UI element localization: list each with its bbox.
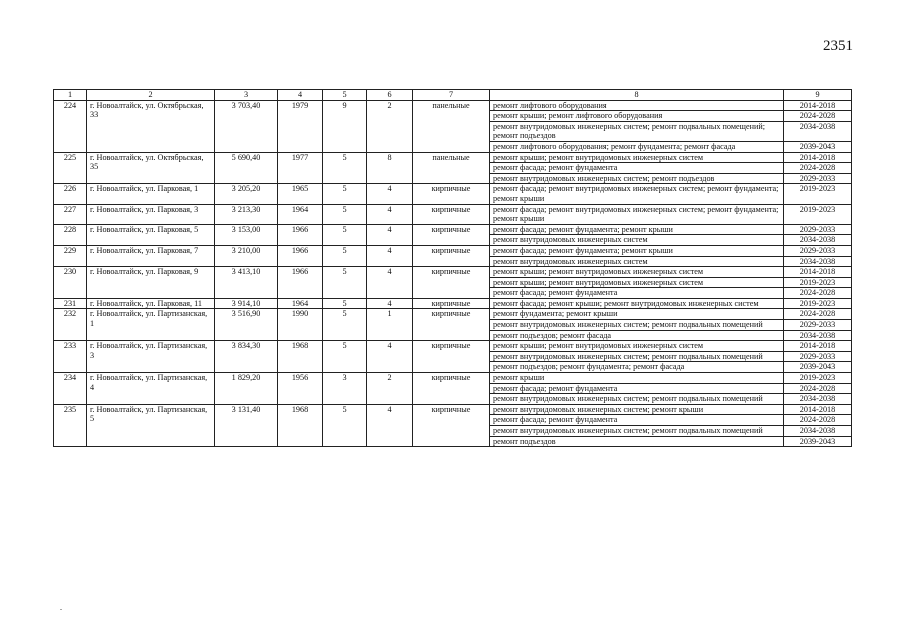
material-cell: кирпичные xyxy=(413,224,490,245)
table-row xyxy=(54,100,852,111)
header-cell: 8 xyxy=(490,90,784,101)
work-cell: ремонт внутридомовых инженерных систем xyxy=(490,256,784,267)
area-cell: 3 205,20 xyxy=(215,184,278,204)
period-cell: 2024-2028 xyxy=(784,163,852,174)
period-cell: 2029-2033 xyxy=(784,320,852,331)
work-cell: ремонт внутридомовых инженерных систем; ремонт подвальных помещений xyxy=(490,320,784,331)
table-row xyxy=(54,373,852,384)
period-cell: 2024-2028 xyxy=(784,288,852,299)
period-cell: 2034-2038 xyxy=(784,235,852,246)
work-cell: ремонт фасада; ремонт фундамента xyxy=(490,415,784,426)
header-cell: 7 xyxy=(413,90,490,101)
period-cell: 2039-2043 xyxy=(784,141,852,152)
material-cell: кирпичные xyxy=(413,204,490,224)
material-cell: кирпичные xyxy=(413,245,490,266)
table-row xyxy=(54,245,852,256)
material-cell: панельные xyxy=(413,100,490,152)
work-cell: ремонт крыши; ремонт лифтового оборудования xyxy=(490,111,784,122)
period-cell: 2034-2038 xyxy=(784,256,852,267)
row-number-cell: 229 xyxy=(54,245,87,266)
period-cell: 2019-2023 xyxy=(784,298,852,309)
year-cell: 1956 xyxy=(278,373,323,405)
work-cell: ремонт крыши; ремонт внутридомовых инженерных систем xyxy=(490,152,784,163)
work-cell: ремонт внутридомовых инженерных систем; ремонт подвальных помещений; ремонт подъездов xyxy=(490,121,784,141)
work-cell: ремонт лифтового оборудования; ремонт фундамента; ремонт фасада xyxy=(490,141,784,152)
table-row xyxy=(54,267,852,278)
work-cell: ремонт крыши; ремонт внутридомовых инженерных систем xyxy=(490,341,784,352)
entrances-cell: 4 xyxy=(367,267,413,299)
table-body xyxy=(54,100,852,447)
material-cell: кирпичные xyxy=(413,267,490,299)
floors-cell: 5 xyxy=(323,204,367,224)
entrances-cell: 4 xyxy=(367,184,413,204)
period-cell: 2039-2043 xyxy=(784,362,852,373)
address-cell: г. Новоалтайск, ул. Партизанская, 5 xyxy=(87,404,215,446)
period-cell: 2029-2033 xyxy=(784,173,852,184)
work-cell: ремонт фасада; ремонт фундамента xyxy=(490,288,784,299)
area-cell: 5 690,40 xyxy=(215,152,278,184)
row-number-cell: 225 xyxy=(54,152,87,184)
period-cell: 2019-2023 xyxy=(784,373,852,384)
year-cell: 1966 xyxy=(278,245,323,266)
period-cell: 2034-2038 xyxy=(784,330,852,341)
row-number-cell: 235 xyxy=(54,404,87,446)
material-cell: кирпичные xyxy=(413,298,490,309)
material-cell: кирпичные xyxy=(413,184,490,204)
period-cell: 2014-2018 xyxy=(784,100,852,111)
work-cell: ремонт внутридомовых инженерных систем; ремонт подъездов xyxy=(490,173,784,184)
area-cell: 3 213,30 xyxy=(215,204,278,224)
address-cell: г. Новоалтайск, ул. Парковая, 11 xyxy=(87,298,215,309)
address-cell: г. Новоалтайск, ул. Парковая, 3 xyxy=(87,204,215,224)
floors-cell: 5 xyxy=(323,152,367,184)
period-cell: 2029-2033 xyxy=(784,245,852,256)
period-cell: 2034-2038 xyxy=(784,394,852,405)
period-cell: 2024-2028 xyxy=(784,111,852,122)
address-cell: г. Новоалтайск, ул. Парковая, 1 xyxy=(87,184,215,204)
address-cell: г. Новоалтайск, ул. Октябрьская, 33 xyxy=(87,100,215,152)
period-cell: 2019-2023 xyxy=(784,184,852,204)
row-number-cell: 233 xyxy=(54,341,87,373)
area-cell: 1 829,20 xyxy=(215,373,278,405)
row-number-cell: 234 xyxy=(54,373,87,405)
work-cell: ремонт подъездов; ремонт фасада xyxy=(490,330,784,341)
work-cell: ремонт внутридомовых инженерных систем; ремонт подвальных помещений xyxy=(490,426,784,437)
year-cell: 1964 xyxy=(278,204,323,224)
material-cell: панельные xyxy=(413,152,490,184)
period-cell: 2034-2038 xyxy=(784,121,852,141)
year-cell: 1966 xyxy=(278,224,323,245)
period-cell: 2019-2023 xyxy=(784,277,852,288)
period-cell: 2029-2033 xyxy=(784,351,852,362)
floors-cell: 9 xyxy=(323,100,367,152)
table-row xyxy=(54,224,852,235)
row-number-cell: 232 xyxy=(54,309,87,341)
year-cell: 1977 xyxy=(278,152,323,184)
row-number-cell: 230 xyxy=(54,267,87,299)
work-cell: ремонт крыши; ремонт внутридомовых инженерных систем xyxy=(490,267,784,278)
row-number-cell: 228 xyxy=(54,224,87,245)
row-number-cell: 231 xyxy=(54,298,87,309)
year-cell: 1979 xyxy=(278,100,323,152)
table-row xyxy=(54,298,852,309)
entrances-cell: 4 xyxy=(367,298,413,309)
entrances-cell: 4 xyxy=(367,224,413,245)
material-cell: кирпичные xyxy=(413,373,490,405)
floors-cell: 3 xyxy=(323,373,367,405)
area-cell: 3 413,10 xyxy=(215,267,278,299)
table-row xyxy=(54,184,852,204)
footer-mark: . xyxy=(60,603,62,612)
work-cell: ремонт внутридомовых инженерных систем; ремонт крыши xyxy=(490,404,784,415)
year-cell: 1968 xyxy=(278,404,323,446)
address-cell: г. Новоалтайск, ул. Партизанская, 3 xyxy=(87,341,215,373)
header-row xyxy=(54,90,852,101)
year-cell: 1966 xyxy=(278,267,323,299)
period-cell: 2034-2038 xyxy=(784,426,852,437)
floors-cell: 5 xyxy=(323,298,367,309)
work-cell: ремонт фасада; ремонт фундамента; ремонт крыши xyxy=(490,224,784,235)
entrances-cell: 2 xyxy=(367,100,413,152)
material-cell: кирпичные xyxy=(413,309,490,341)
work-cell: ремонт фасада; ремонт фундамента; ремонт крыши xyxy=(490,245,784,256)
row-number-cell: 226 xyxy=(54,184,87,204)
header-cell: 3 xyxy=(215,90,278,101)
year-cell: 1964 xyxy=(278,298,323,309)
period-cell: 2014-2018 xyxy=(784,341,852,352)
work-cell: ремонт фасада; ремонт фундамента xyxy=(490,383,784,394)
area-cell: 3 834,30 xyxy=(215,341,278,373)
floors-cell: 5 xyxy=(323,224,367,245)
entrances-cell: 1 xyxy=(367,309,413,341)
area-cell: 3 914,10 xyxy=(215,298,278,309)
work-cell: ремонт фасада; ремонт внутридомовых инженерных систем; ремонт фундамента; ремонт крыши xyxy=(490,184,784,204)
work-cell: ремонт крыши; ремонт внутридомовых инженерных систем xyxy=(490,277,784,288)
period-cell: 2029-2033 xyxy=(784,224,852,235)
address-cell: г. Новоалтайск, ул. Парковая, 9 xyxy=(87,267,215,299)
address-cell: г. Новоалтайск, ул. Партизанская, 1 xyxy=(87,309,215,341)
work-cell: ремонт фасада; ремонт внутридомовых инженерных систем; ремонт фундамента; ремонт крыши xyxy=(490,204,784,224)
work-cell: ремонт подъездов; ремонт фундамента; ремонт фасада xyxy=(490,362,784,373)
header-cell: 2 xyxy=(87,90,215,101)
entrances-cell: 4 xyxy=(367,404,413,446)
material-cell: кирпичные xyxy=(413,341,490,373)
floors-cell: 5 xyxy=(323,267,367,299)
floors-cell: 5 xyxy=(323,245,367,266)
header-cell: 9 xyxy=(784,90,852,101)
work-cell: ремонт лифтового оборудования xyxy=(490,100,784,111)
table-row xyxy=(54,152,852,163)
row-number-cell: 224 xyxy=(54,100,87,152)
entrances-cell: 4 xyxy=(367,204,413,224)
work-cell: ремонт фундамента; ремонт крыши xyxy=(490,309,784,320)
address-cell: г. Новоалтайск, ул. Партизанская, 4 xyxy=(87,373,215,405)
period-cell: 2024-2028 xyxy=(784,309,852,320)
floors-cell: 5 xyxy=(323,404,367,446)
floors-cell: 5 xyxy=(323,309,367,341)
work-cell: ремонт фасада; ремонт крыши; ремонт внутридомовых инженерных систем xyxy=(490,298,784,309)
header-cell: 5 xyxy=(323,90,367,101)
work-cell: ремонт подъездов xyxy=(490,436,784,447)
header-cell: 1 xyxy=(54,90,87,101)
header-cell: 6 xyxy=(367,90,413,101)
address-cell: г. Новоалтайск, ул. Парковая, 7 xyxy=(87,245,215,266)
area-cell: 3 131,40 xyxy=(215,404,278,446)
period-cell: 2014-2018 xyxy=(784,404,852,415)
period-cell: 2024-2028 xyxy=(784,383,852,394)
work-cell: ремонт крыши xyxy=(490,373,784,384)
area-cell: 3 703,40 xyxy=(215,100,278,152)
material-cell: кирпичные xyxy=(413,404,490,446)
capital-repair-table xyxy=(53,89,852,447)
entrances-cell: 4 xyxy=(367,341,413,373)
table-row xyxy=(54,404,852,415)
area-cell: 3 210,00 xyxy=(215,245,278,266)
period-cell: 2014-2018 xyxy=(784,152,852,163)
floors-cell: 5 xyxy=(323,341,367,373)
area-cell: 3 516,90 xyxy=(215,309,278,341)
period-cell: 2014-2018 xyxy=(784,267,852,278)
table-row xyxy=(54,309,852,320)
header-cell: 4 xyxy=(278,90,323,101)
year-cell: 1990 xyxy=(278,309,323,341)
entrances-cell: 8 xyxy=(367,152,413,184)
floors-cell: 5 xyxy=(323,184,367,204)
period-cell: 2039-2043 xyxy=(784,436,852,447)
work-cell: ремонт внутридомовых инженерных систем; ремонт подвальных помещений xyxy=(490,394,784,405)
entrances-cell: 4 xyxy=(367,245,413,266)
work-cell: ремонт внутридомовых инженерных систем xyxy=(490,235,784,246)
row-number-cell: 227 xyxy=(54,204,87,224)
period-cell: 2024-2028 xyxy=(784,415,852,426)
address-cell: г. Новоалтайск, ул. Парковая, 5 xyxy=(87,224,215,245)
work-cell: ремонт фасада; ремонт фундамента xyxy=(490,163,784,174)
entrances-cell: 2 xyxy=(367,373,413,405)
table-row xyxy=(54,204,852,224)
page-number: 2351 xyxy=(823,38,853,54)
area-cell: 3 153,00 xyxy=(215,224,278,245)
work-cell: ремонт внутридомовых инженерных систем; ремонт подвальных помещений xyxy=(490,351,784,362)
year-cell: 1965 xyxy=(278,184,323,204)
table-row xyxy=(54,341,852,352)
year-cell: 1968 xyxy=(278,341,323,373)
address-cell: г. Новоалтайск, ул. Октябрьская, 35 xyxy=(87,152,215,184)
period-cell: 2019-2023 xyxy=(784,204,852,224)
